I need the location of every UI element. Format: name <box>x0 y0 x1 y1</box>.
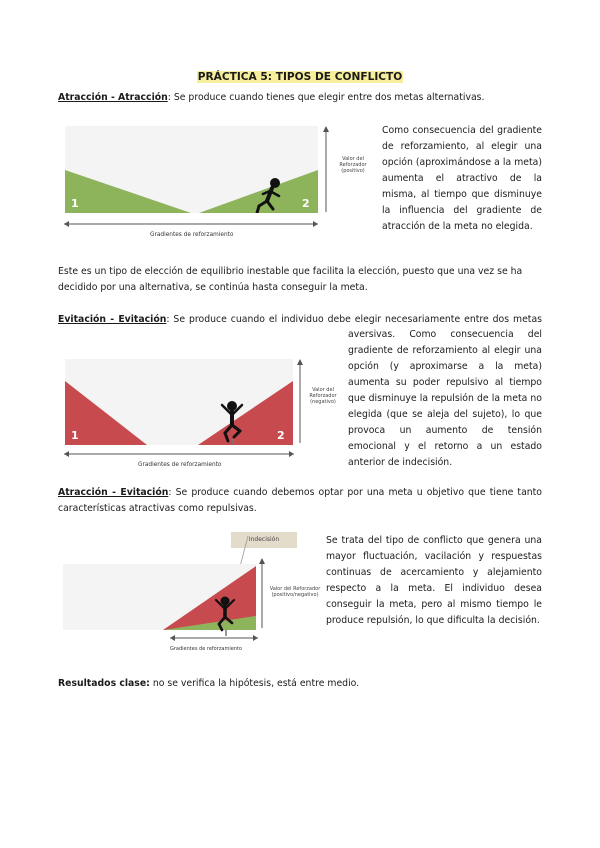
ee-goal-2: 2 <box>277 429 285 442</box>
aa-intro <box>58 90 548 106</box>
ae-heading: Atracción - Evitación <box>58 487 169 498</box>
aa-axes <box>58 122 378 244</box>
ae-y-label: Valor del Reforzador (positivo/negativo) <box>269 586 321 598</box>
ae-side-text: Se trata del tipo de conflicto que genera una mayor fluctuación, vacilación y respuestas continuas de acercamiento y alejamiento respecto a la meta. El individuo desea conseguir la meta, pero al mismo tiempo le produce repulsión, lo que dificulta la decisión. <box>326 535 542 626</box>
ee-axes <box>58 355 348 477</box>
ee-goal-1: 1 <box>71 429 79 442</box>
ee-x-label: Gradientes de reforzamiento <box>138 462 222 468</box>
ae-intro-text: : Se produce cuando debemos optar por una meta u objetivo que tiene tanto características atractivas como repulsivas. <box>58 487 542 514</box>
aa-y-label: Valor del Reforzador (positivo) <box>339 156 367 174</box>
ee-figure <box>58 355 348 477</box>
ae-intro <box>58 485 542 517</box>
ee-intro-text: : Se produce cuando el individuo debe elegir necesariamente entre dos metas <box>166 314 542 325</box>
ae-x-label: Gradientes de reforzamiento <box>170 646 242 652</box>
aa-side-text: Como consecuencia del gradiente de reforzamiento, al elegir una opción (aproximándose a la meta) aumenta el atractivo de la misma, al tiempo que disminuye la influencia del gradiente de atracción de la meta no elegida. <box>382 125 542 232</box>
indecision-badge: Indecisión <box>231 532 297 548</box>
ee-y-label: Valor del Reforzador (negativo) <box>309 387 337 405</box>
aa-heading: Atracción - Atracción <box>58 92 168 103</box>
aa-x-label: Gradientes de reforzamiento <box>150 232 234 238</box>
ee-side-text: aversivas. Como consecuencia del gradiente de reforzamiento al elegir una opción (y aproximarse a la meta) aumenta su poder repulsivo al tiempo que disminuye la repulsión de la meta no elegida (que se aleja del sujeto), lo que provoca un aumento de tensión emocional y el retorno a un estado anterior de indecisión. <box>348 329 542 468</box>
aa-goal-1: 1 <box>71 197 79 210</box>
aa-figure <box>58 122 378 244</box>
page-title: PRÁCTICA 5: TIPOS DE CONFLICTO <box>197 71 403 83</box>
aa-conclusion: Este es un tipo de elección de equilibrio inestable que facilita la elección, puesto que una vez se ha decidido por una alternativa, se continúa hasta conseguir la meta. <box>58 266 523 293</box>
ee-heading: Evitación - Evitación <box>58 314 167 325</box>
ee-intro <box>58 312 542 328</box>
aa-goal-2: 2 <box>302 197 310 210</box>
ae-figure <box>58 528 328 658</box>
results-text: no se verifica la hipótesis, está entre medio. <box>149 678 360 689</box>
results <box>58 676 542 692</box>
results-label: Resultados clase: <box>58 678 150 689</box>
aa-intro-text: : Se produce cuando tienes que elegir entre dos metas alternativas. <box>167 92 485 103</box>
